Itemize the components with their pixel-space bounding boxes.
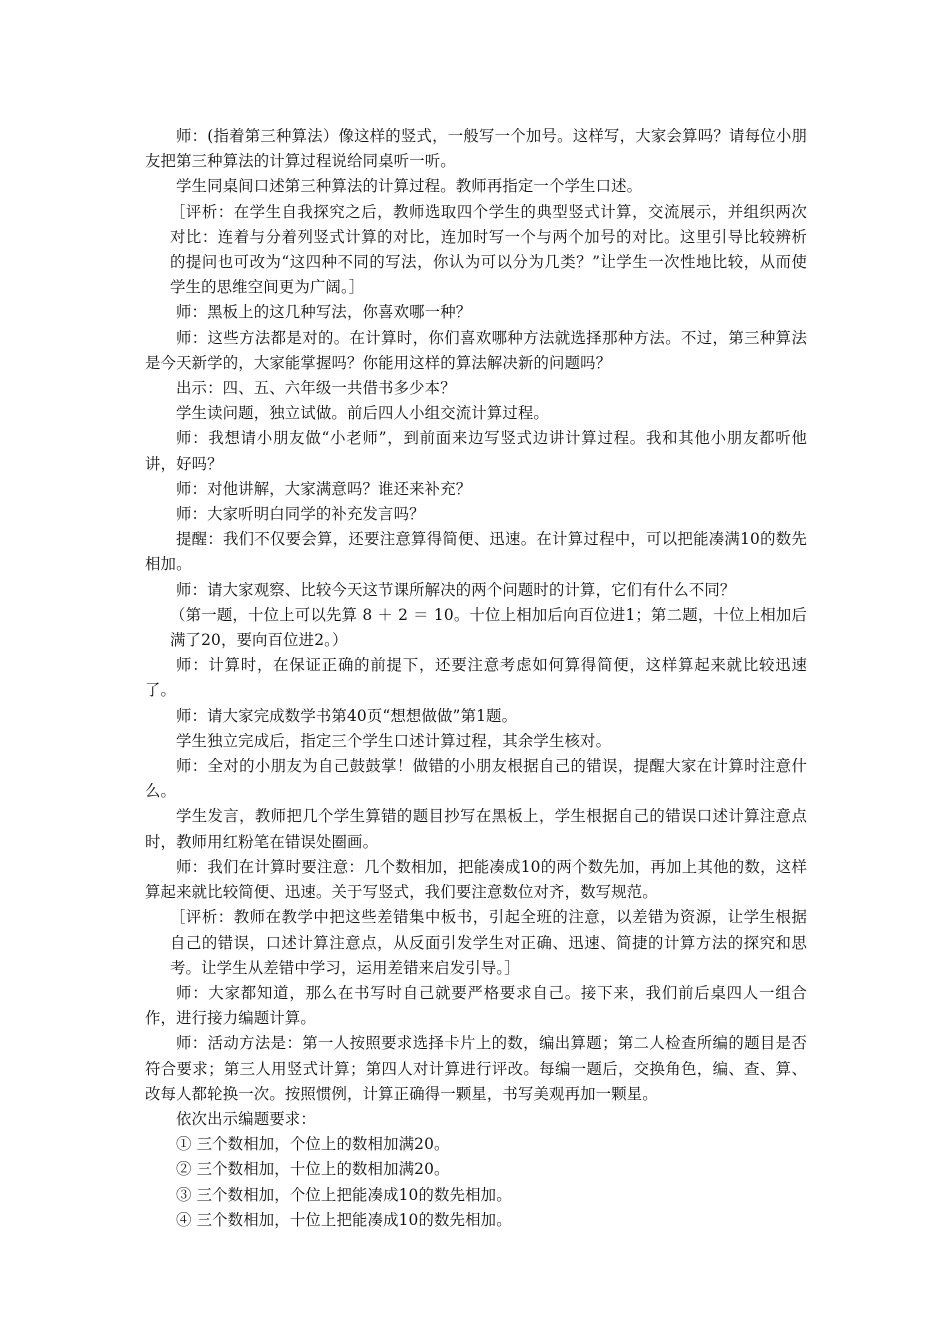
paragraph: 师：活动方法是：第一人按照要求选择卡片上的数，编出算题；第二人检查所编的题目是否符合要求；第三人用竖式计算；第四人对计算进行评改。每编一题后，交换角色，编、查、算、改每人都轮换一次。按照惯例，计算正确得一颗星，书写美观再加一颗星。 xyxy=(145,1034,807,1103)
paragraph: 学生发言，教师把几个学生算错的题目抄写在黑板上，学生根据自己的错误口述计算注意点时，教师用红粉笔在错误处圈画。 xyxy=(145,807,807,851)
answer-note-paragraph: （第一题，十位上可以先算 8 ＋ 2 ＝ 10。十位上相加后向百位进1；第二题，十位上相加后满了20，要向百位进2。） xyxy=(170,605,807,650)
paragraph: 学生读问题，独立试做。前后四人小组交流计算过程。 xyxy=(176,404,549,423)
paragraph: 出示：四、五、六年级一共借书多少本？ xyxy=(176,379,456,398)
commentary-paragraph: ［评析：教师在教学中把这些差错集中板书，引起全班的注意，以差错为资源，让学生根据自己的错误，口述计算注意点，从反面引发学生对正确、迅速、简捷的计算方法的探究和思考。让学生从差错中学习，运用差错来启发引导。］ xyxy=(170,908,807,977)
paragraph: 师：黑板上的这几种写法，你喜欢哪一种？ xyxy=(176,303,472,322)
commentary-paragraph: ［评析：在学生自我探究之后，教师选取四个学生的典型竖式计算，交流展示，并组织两次对比：连着与分着列竖式计算的对比，连加时写一个与两个加号的对比。这里引导比较辨析的提问也可改为“这四种不同的写法，你认为可以分为几类？”让学生一次性地比较，从而使学生的思维空间更为广阔。］ xyxy=(170,202,807,297)
paragraph: 师：大家听明白同学的补充发言吗？ xyxy=(176,505,425,524)
requirement-item: ③ 三个数相加，个位上把能凑成10的数先相加。 xyxy=(176,1185,512,1204)
paragraph: 师：计算时，在保证正确的前提下，还要注意考虑如何算得简便，这样算起来就比较迅速了。 xyxy=(145,656,807,700)
paragraph: 师：请大家完成数学书第40页“想想做做”第1题。 xyxy=(176,706,518,725)
paragraph: 学生同桌间口述第三种算法的计算过程。教师再指定一个学生口述。 xyxy=(176,177,643,196)
requirement-item: ① 三个数相加，个位上的数相加满20。 xyxy=(176,1135,450,1154)
paragraph: 师：(指着第三种算法）像这样的竖式，一般写一个加号。这样写，大家会算吗？请每位小朋友把第三种算法的计算过程说给同桌听一听。 xyxy=(145,127,807,171)
paragraph: 师：这些方法都是对的。在计算时，你们喜欢哪种方法就选择那种方法。不过，第三种算法是今天新学的，大家能掌握吗？你能用这样的算法解决新的问题吗？ xyxy=(145,328,807,372)
requirement-item: ② 三个数相加，十位上的数相加满20。 xyxy=(176,1160,450,1179)
paragraph: 师：我想请小朋友做“小老师”，到前面来边写竖式边讲计算过程。我和其他小朋友都听他讲，好吗？ xyxy=(145,429,807,473)
paragraph: 学生独立完成后，指定三个学生口述计算过程，其余学生核对。 xyxy=(176,731,612,750)
paragraph: 师：大家都知道，那么在书写时自己就要严格要求自己。接下来，我们前后桌四人一组合作，进行接力编题计算。 xyxy=(145,983,807,1028)
paragraph: 依次出示编题要求： xyxy=(176,1109,316,1128)
paragraph: 师：对他讲解，大家满意吗？谁还来补充？ xyxy=(176,479,472,498)
document-body xyxy=(145,124,807,1233)
paragraph: 师：我们在计算时要注意：几个数相加，把能凑成10的两个数先加，再加上其他的数，这样算起来就比较简便、迅速。关于写竖式，我们要注意数位对齐，数写规范。 xyxy=(145,857,807,902)
reminder-paragraph: 提醒：我们不仅要会算，还要注意算得简便、迅速。在计算过程中，可以把能凑满10的数先相加。 xyxy=(145,530,807,574)
paragraph: 师：全对的小朋友为自己鼓鼓掌！做错的小朋友根据自己的错误，提醒大家在计算时注意什么。 xyxy=(145,757,807,801)
requirement-item: ④ 三个数相加，十位上把能凑成10的数先相加。 xyxy=(176,1210,512,1229)
paragraph: 师：请大家观察、比较今天这节课所解决的两个问题时的计算，它们有什么不同？ xyxy=(176,580,736,599)
